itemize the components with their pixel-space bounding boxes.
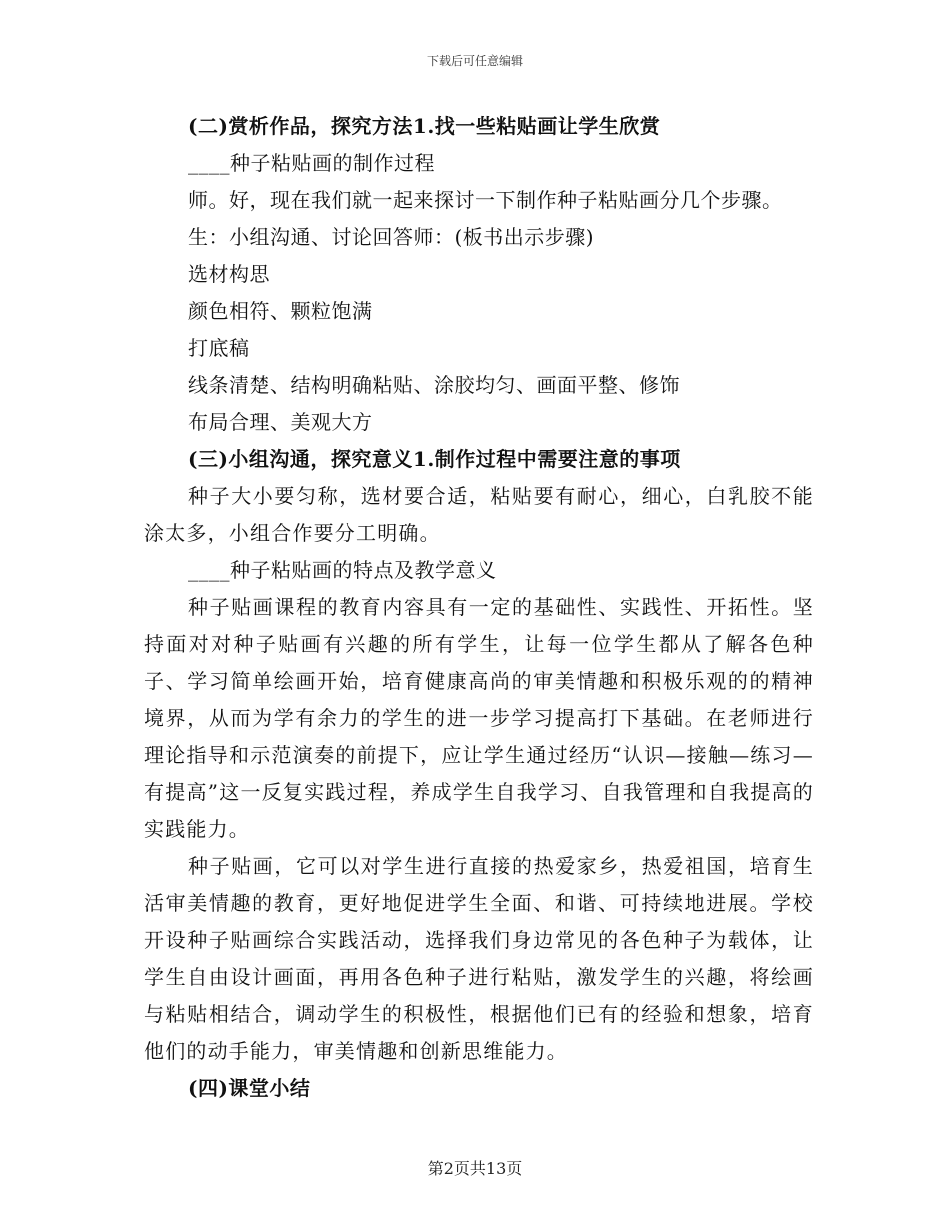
- step-item: 线条清楚、结构明确粘贴、涂胶均匀、画面平整、修饰: [188, 373, 680, 397]
- step-item: 布局合理、美观大方: [188, 410, 373, 434]
- section-heading-2: (二)赏析作品，探究方法1.找一些粘贴画让学生欣赏: [188, 114, 661, 138]
- document-body: [144, 108, 814, 1107]
- body-paragraph-2: 种子贴画，它可以对学生进行直接的热爱家乡，热爱祖国，培育生活审美情趣的教育，更好地促进学生全面、和谐、可持续地进展。学校开设种子贴画综合实践活动，选择我们身边常见的各色种子为载体，让学生自由设计画面，再用各色种子进行粘贴，激发学生的兴趣，将绘画与粘贴相结合，调动学生的积极性，根据他们已有的经验和想象，培育他们的动手能力，审美情趣和创新思维能力。: [144, 854, 814, 1063]
- step-item: 打底稿: [188, 336, 250, 360]
- step-item: 颜色相符、颗粒饱满: [188, 299, 373, 323]
- section-heading-3: (三)小组沟通，探究意义1.制作过程中需要注意的事项: [188, 447, 681, 471]
- page-number: 第2页共13页: [427, 1159, 523, 1178]
- subheading-features: ____种子粘贴画的特点及教学意义: [188, 558, 497, 582]
- teacher-line: 师。好，现在我们就一起来探讨一下制作种子粘贴画分几个步骤。: [188, 188, 783, 212]
- body-paragraph-1: 种子贴画课程的教育内容具有一定的基础性、实践性、开拓性。坚持面对对种子贴画有兴趣的所有学生，让每一位学生都从了解各色种子、学习简单绘画开始，培育健康高尚的审美情趣和积极乐观的的精神境界，从而为学有余力的学生的进一步学习提高打下基础。在老师进行理论指导和示范演奏的前提下，应让学生通过经历“认识—接触—练习—有提高”这一反复实践过程，养成学生自我学习、自我管理和自我提高的实践能力。: [144, 595, 814, 841]
- notes-paragraph: 种子大小要匀称，选材要合适，粘贴要有耐心，细心，白乳胶不能涂太多，小组合作要分工明确。: [144, 484, 814, 545]
- step-item: 选材构思: [188, 262, 270, 286]
- student-line: 生：小组沟通、讨论回答师：(板书出示步骤): [188, 225, 595, 249]
- page-header: 下载后可任意编辑: [426, 54, 523, 68]
- section-heading-4: (四)课堂小结: [188, 1076, 311, 1100]
- subheading-process: ____种子粘贴画的制作过程: [188, 151, 435, 175]
